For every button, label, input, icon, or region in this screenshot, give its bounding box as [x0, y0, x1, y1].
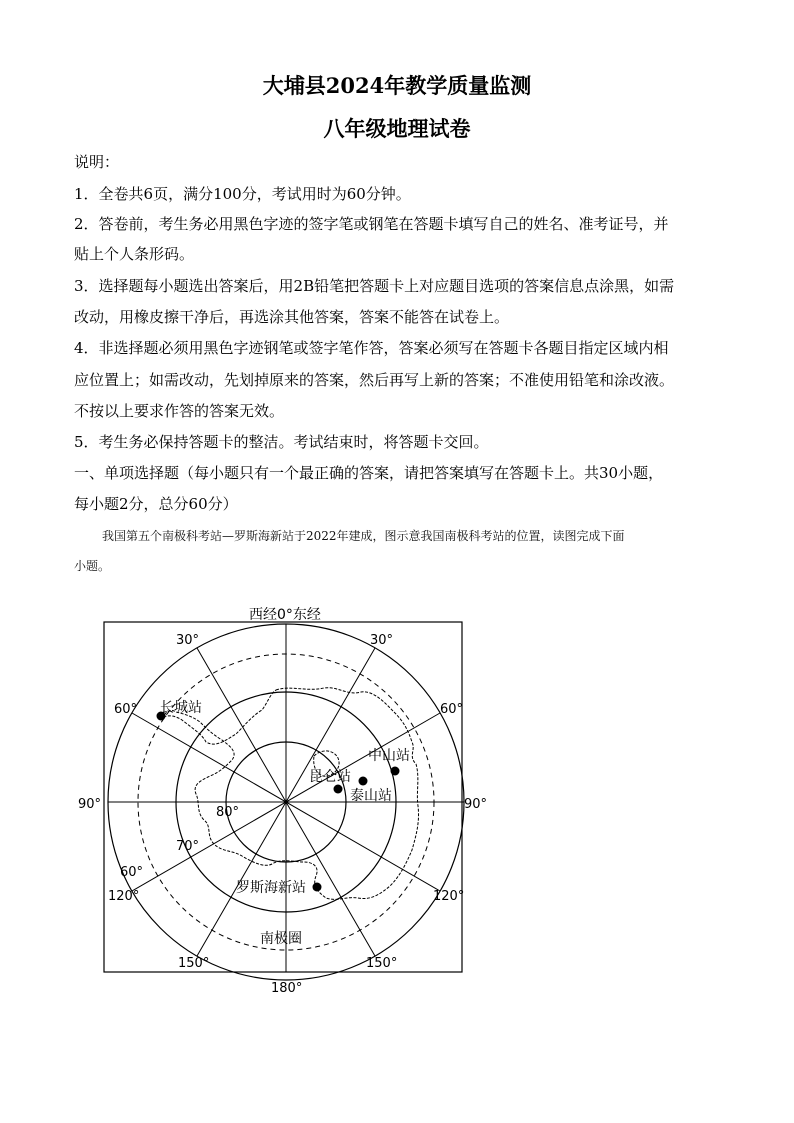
- question-intro: 我国第五个南极科考站—罗斯海新站于2022年建成，图示意我国南极科考站的位置，读图完成下面: [102, 529, 625, 543]
- longitude-label-150w: 150°: [178, 956, 210, 971]
- map-top-label: 西经0°东经: [249, 607, 321, 623]
- longitude-label-30e: 30°: [370, 633, 394, 648]
- instruction-line: 3．选择题每小题选出答案后，用2B铅笔把答题卡上对应题目选项的答案信息点涂黑，如需: [74, 277, 675, 295]
- latitude-label-60: 60°: [120, 865, 144, 880]
- longitude-label-90w: 90°: [78, 797, 102, 812]
- instruction-line: 4．非选择题必须用黑色字迹钢笔或签字笔作答，答案必须写在答题卡各题目指定区域内相: [74, 339, 669, 357]
- ross-sea-station-label: 罗斯海新站: [236, 880, 306, 896]
- antarctic-circle-label: 南极圈: [260, 931, 302, 947]
- longitude-label-30w: 30°: [176, 633, 200, 648]
- great-wall-station-label: 长城站: [160, 700, 202, 716]
- longitude-label-120w: 120°: [108, 889, 140, 904]
- kunlun-station-label: 昆仑站: [309, 769, 351, 785]
- longitude-label-180: 180°: [271, 981, 303, 996]
- instruction-line: 2．答卷前，考生务必用黑色字迹的签字笔或钢笔在答题卡填写自己的姓名、准考证号，并: [74, 215, 669, 233]
- instruction-line: 不按以上要求作答的答案无效。: [74, 402, 285, 420]
- page-title: 大埔县2024年教学质量监测: [262, 73, 532, 98]
- instruction-line: 改动，用橡皮擦干净后，再选涂其他答案，答案不能答在试卷上。: [74, 308, 510, 326]
- section-heading-cont: 每小题2分，总分60分）: [74, 495, 238, 513]
- paper-subtitle: 八年级地理试卷: [323, 116, 471, 141]
- zhongshan-station-label: 中山站: [368, 748, 410, 764]
- taishan-station-marker: [359, 777, 368, 786]
- instructions-heading: 说明：: [74, 153, 120, 171]
- antarctica-map: [76, 600, 496, 1000]
- zhongshan-station-marker: [391, 767, 400, 776]
- taishan-station-label: 泰山站: [350, 788, 392, 804]
- longitude-label-90e: 90°: [464, 797, 488, 812]
- instruction-line: 1．全卷共6页，满分100分，考试用时为60分钟。: [74, 185, 411, 203]
- longitude-label-60e: 60°: [440, 702, 464, 717]
- kunlun-station-marker: [334, 785, 343, 794]
- instruction-line: 贴上个人条形码。: [74, 245, 195, 263]
- longitude-label-120e: 120°: [433, 889, 465, 904]
- question-intro-cont: 小题。: [74, 559, 111, 573]
- ross-sea-station-marker: [313, 883, 322, 892]
- instruction-line: 应位置上；如需改动，先划掉原来的答案，然后再写上新的答案；不准使用铅笔和涂改液。: [74, 371, 675, 389]
- section-heading: 一、单项选择题（每小题只有一个最正确的答案，请把答案填写在答题卡上。共30小题，: [74, 464, 664, 482]
- instruction-line: 5．考生务必保持答题卡的整洁。考试结束时，将答题卡交回。: [74, 433, 489, 451]
- latitude-label-80: 80°: [216, 805, 240, 820]
- latitude-label-70: 70°: [176, 839, 200, 854]
- longitude-label-150e: 150°: [366, 956, 398, 971]
- longitude-label-60w: 60°: [114, 702, 138, 717]
